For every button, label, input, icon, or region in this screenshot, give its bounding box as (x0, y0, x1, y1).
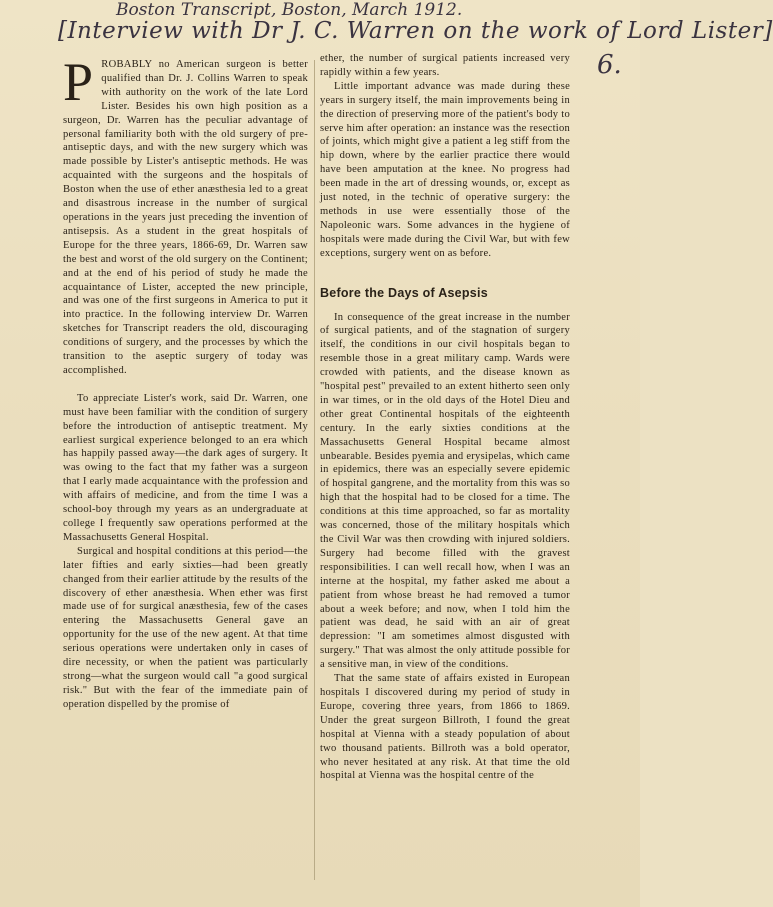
handwritten-source-note: Boston Transcript, Boston, March 1912. (116, 0, 463, 20)
drop-cap: P (63, 52, 94, 112)
body-paragraph: In consequence of the great increase in the number of surgical patients, and of the stagnation of surgery itself, the conditions in our civil hospitals began to resemble those in a great military camp. Wards were crowded with patients, and the disease known as "hospital pest" prevailed to an extent hitherto seen only in war times, or in the old days of the Hotel Dieu and other great Continental hospitals of the eighteenth century. In the early sixties conditions at the Massachusetts General Hospital became almost unbearable. Besides pyemia and erysipelas, which came in epidemics, there was an especially severe epidemic of hospital gangrene, and the mortality from this was so high that the hospital had to be closed for a time. The conditions at this time approached, so far as mortality was concerned, those of the military hospitals which the Civil War was then crowding with injured soldiers. Surgery had become filled with the gravest responsibilities. I can well recall how, when I was an interne at the hospital, my father asked me about a patient from whose breast he had removed a tumor about a week before; and now, when I told him the patient was dead, he said with an air of great depression: "I am sometimes almost disgusted with surgery." That was almost the only attitude possible for a sensitive man, in view of the conditions. (320, 311, 570, 671)
intro-text: ROBABLY no American surgeon is better qualified than Dr. J. Collins Warren to speak with authority on the work of the late Lord Lister. Besides his own high position as a surgeon, Dr. Warren has the peculiar advantage of personal familiarity both with the old surgery of pre-antiseptic days, and with the new surgery which was made possible by Lister's antiseptic methods. He was acquainted with the surgeons and the hospitals of Boston when the use of ether anæsthesia led to a great and disastrous increase in the number of surgical operations in the years just preceding the invention of antisepsis. As a student in the great hospitals of Europe for the three years, 1866-69, Dr. Warren saw the best and worst of the old surgery on the Continent; and at the end of his period of study he made the acquaintance of Lister, accepted the new principle, and was one of the first surgeons in America to put it into practice. In the following interview Dr. Warren sketches for Transcript readers the old, discouraging conditions of surgery, and the processes by which the transition to the aseptic surgery of today was accomplished. (63, 59, 308, 376)
body-paragraph: Little important advance was made during these years in surgery itself, the main improvements being in the direction of preserving more of the patient's body to serve him after operation: an instance was the resection of joints, which might give a patient a leg stiff from the hip down, where by the earlier practice there would have been amputation at the knee. No progress had been made in the art of dressing wounds, or, except as just noted, in the technic of operative surgery: the methods in use were essentially those of the Napoleonic wars. Some advances in the hygiene of hospitals were made during the Civil War, but with few exceptions, surgery went on as before. (320, 80, 570, 259)
body-paragraph: Surgical and hospital conditions at this period—the later fifties and early sixties—had been greatly changed from their earlier attitude by the results of the discovery of ether anæsthesia. When ether was first made use of for surgical anæsthesia, few of the cases entering the Massachusetts General gave an opportunity for the use of the new agent. At that time serious operations were undertaken only in cases of dire necessity, or when the patient was particularly strong—what the surgeon would call "a good surgical risk." But with the fear of the immediate pain of operation dispelled by the promise of (63, 545, 308, 710)
body-paragraph: To appreciate Lister's work, said Dr. Warren, one must have been familiar with the condition of surgery before the introduction of antiseptic treatment. My earliest surgical experience belonged to an era which has happily passed away—the dark ages of surgery. It was owing to the fact that my father was a surgeon that I early made acquaintance with the profession and with affairs of medicine, and from the time I was a school-boy through my years as an undergraduate at college I frequently saw operations performed at the Massachusetts General Hospital. (63, 392, 308, 543)
section-heading: Before the Days of Asepsis (320, 285, 488, 300)
intro-paragraph (63, 52, 308, 378)
article-column-left (63, 52, 308, 712)
body-paragraph-continued: ether, the number of surgical patients increased very rapidly within a few years. (320, 53, 570, 78)
body-paragraph: That the same state of affairs existed in European hospitals I discovered during my period of study in Europe, covering three years, from 1866 to 1869. Under the great surgeon Billroth, I found the great hospital at Vienna with a steady population of about two thousand patients. Billroth was a bold operator, who never hesitated at any risk. At that time the old hospital at Vienna was the hospital centre of the (320, 673, 570, 782)
column-divider (314, 60, 315, 880)
handwritten-title: [Interview with Dr J. C. Warren on the work of Lord Lister] (58, 18, 773, 44)
page-number: 6. (597, 50, 622, 80)
article-column-right (320, 52, 570, 783)
